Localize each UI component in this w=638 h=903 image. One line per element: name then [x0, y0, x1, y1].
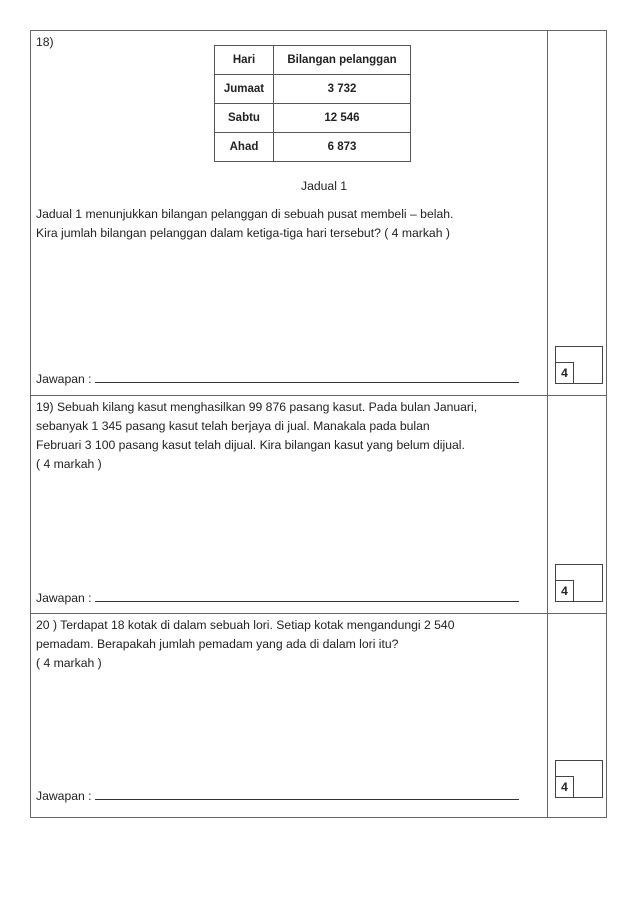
question-sheet [30, 30, 607, 818]
mark-value: 4 [555, 776, 574, 798]
question-text-line: Kira jumlah bilangan pelanggan dalam ketiga-tiga hari tersebut? ( 4 markah ) [36, 226, 450, 240]
table-cell-count: 3 732 [274, 75, 411, 104]
table-cell-count: 6 873 [274, 133, 411, 162]
table-row [215, 133, 411, 162]
answer-blank[interactable] [95, 590, 519, 602]
table-row [215, 75, 411, 104]
question-number: 18) [36, 35, 54, 49]
question-19-row [31, 395, 606, 613]
table-header-cell: Bilangan pelanggan [274, 46, 411, 75]
table-cell-day: Jumaat [215, 75, 274, 104]
mark-box [555, 346, 603, 384]
question-text-line: ( 4 markah ) [36, 457, 102, 471]
question-text-line: 20 ) Terdapat 18 kotak di dalam sebuah lori. Setiap kotak mengandungi 2 540 [36, 618, 455, 632]
answer-blank[interactable] [95, 371, 519, 383]
question-text-line: Februari 3 100 pasang kasut telah dijual. Kira bilangan kasut yang belum dijual. [36, 438, 465, 452]
mark-value: 4 [555, 580, 574, 602]
mark-value: 4 [555, 362, 574, 384]
table-header-row [215, 46, 411, 75]
mark-box [555, 760, 603, 798]
answer-line[interactable] [36, 371, 519, 386]
table-header-cell: Hari [215, 46, 274, 75]
question-18-cell [31, 31, 548, 395]
question-18-row [31, 31, 606, 395]
question-text-line: Jadual 1 menunjukkan bilangan pelanggan di sebuah pusat membeli – belah. [36, 207, 454, 221]
question-20-cell [31, 614, 548, 817]
question-text [36, 398, 541, 474]
answer-line[interactable] [36, 788, 519, 803]
table-caption: Jadual 1 [301, 179, 348, 193]
question-text-line: ( 4 markah ) [36, 656, 102, 670]
table-cell-day: Sabtu [215, 104, 274, 133]
question-text-line: pemadam. Berapakah jumlah pemadam yang ada di dalam lori itu? [36, 637, 399, 651]
question-text [36, 616, 541, 673]
question-19-cell [31, 396, 548, 613]
question-text [36, 205, 541, 243]
table-cell-day: Ahad [215, 133, 274, 162]
mark-box [555, 564, 603, 602]
answer-blank[interactable] [95, 788, 519, 800]
question-text-line: sebanyak 1 345 pasang kasut telah berjaya di jual. Manakala pada bulan [36, 419, 430, 433]
table-cell-count: 12 546 [274, 104, 411, 133]
answer-label: Jawapan : [36, 789, 92, 803]
answer-line[interactable] [36, 590, 519, 605]
question-text-line: 19) Sebuah kilang kasut menghasilkan 99 876 pasang kasut. Pada bulan Januari, [36, 400, 478, 414]
answer-label: Jawapan : [36, 372, 92, 386]
answer-label: Jawapan : [36, 591, 92, 605]
question-20-row [31, 613, 606, 817]
table-row [215, 104, 411, 133]
customer-table [214, 45, 411, 162]
